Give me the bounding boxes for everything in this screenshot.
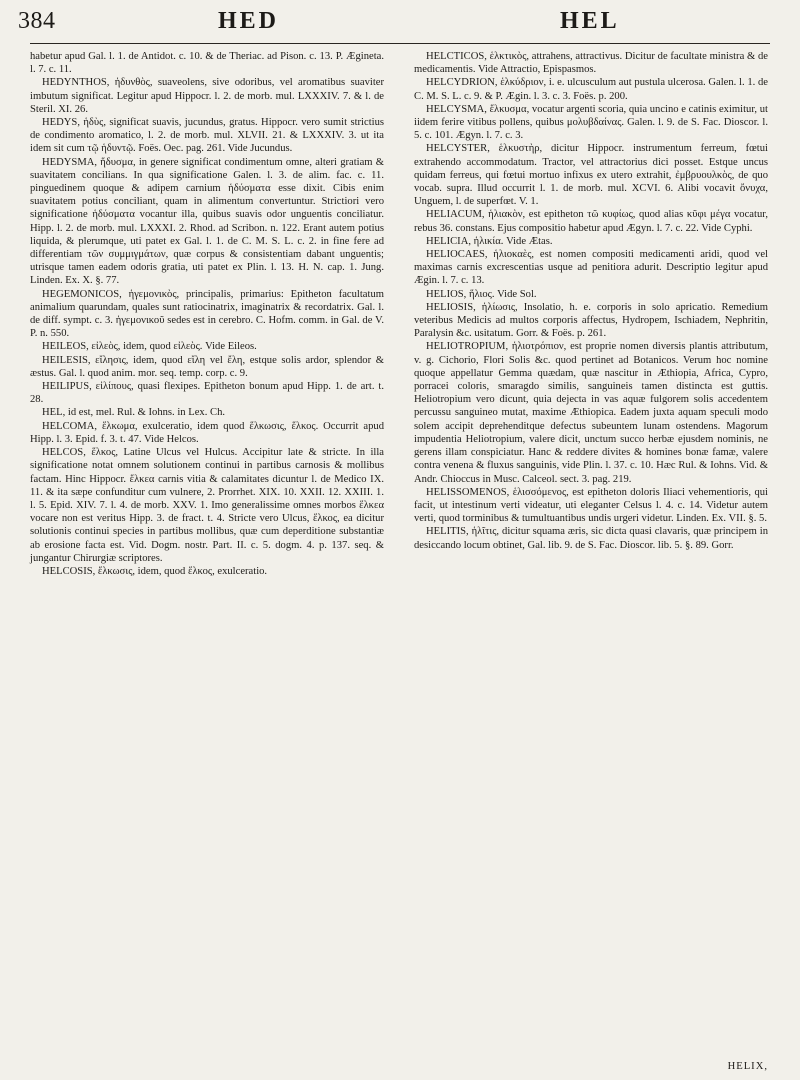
dictionary-entry: HEILEOS, εἰλεὸς, idem, quod εἰλεὸς. Vide Eileos. xyxy=(42,341,257,353)
dictionary-entry: HELCYDRION, ἑλκύδριον, i. e. ulcusculum aut pustula ulcerosa. Galen. l. 1. de C. M. S. L. c. 9. & P. Ægin. l. 3. c. 3. Foës. p. 200. xyxy=(414,77,768,102)
dictionary-entry: HELCTICOS, ἑλκτικὸς, attrahens, attractivus. Dicitur de facultate ministra & de medicamentis. Vide Attractio, Epispasmos. xyxy=(414,51,768,76)
right-column xyxy=(414,50,768,552)
dictionary-entry: HELCYSMA, ἕλκυσμα, vocatur argenti scoria, quia uncino e catinis eximitur, ut iidem ferire vitibus pollens, quibus μολυβδαίνας. Galen. l. 9. de S. Fac. Dioscor. l. 5. c. 101. Ægyn. l. 7. c. 3. xyxy=(414,103,768,142)
dictionary-entry: HELITIS, ἡλῖτις, dicitur squama æris, sic dicta quasi clavaris, quæ principem in desiccando locum obtinet, Gal. lib. 9. de S. Fac. Dioscor. lib. 5. §. 89. Gorr. xyxy=(414,526,768,551)
dictionary-entry: HELCOS, ἕλκος, Latine Ulcus vel Hulcus. Accipitur late & stricte. In illa significatione notat omnem solutionem continui in partibus carnosis & mollibus factam. Hinc Hippocr. ἕλκεα carnis vitia & calamitates dicuntur l. de Medico IX. 11. & ita sæpe confunditur cum vulnere, 2. Prorrhet. XIX. 10. XXII. 12. XXIII. 1. l. 5. Epid. XIV. 7. l. 4. de morb. XXV. 1. Imo generalissime omnes morbos ἕλκεα vocare non est veritus Hipp. 3. de fract. t. 4. Stricte vero Ulcus, ἕλκος, ea dicitur solutionis continui species in partibus mollibus, quæ cum deperditione substantiæ ab erosione facta est. Vid. Dogm. nostr. Part. II. c. 5. dogm. 4. p. 137. seq. & jungantur Chirurgiæ scriptores. xyxy=(30,447,384,564)
running-head-left: HED xyxy=(218,8,280,34)
dictionary-entry: HELIOSIS, ἡλίωσις, Insolatio, h. e. corporis in solo apricatio. Remedium veteribus Medicis ad multos corporis affectus, Hydropem, Ischiadem, Nephritin, Paralysin &c. usitatum. Gorr. & Foës. p. 261. xyxy=(414,301,768,340)
dictionary-entry: HEGEMONICOS, ἡγεμονικὸς, principalis, primarius: Epitheton facultatum animalium quarundam, quales sunt ratiocinatrix, imaginatrix & recordatrix. Gal. l. de diff. sympt. c. 3. ἡγεμονικοῦ sedes est in cerebro. C. Hofm. comm. in Gal. de V. P. n. 550. xyxy=(30,288,384,340)
dictionary-entry: HELIACUM, ἡλιακὸν, est epitheton τῶ κυφίως, quod alias κῦφι μέγα vocatur, rebus 36. constans. Ejus compositio habetur apud Ægyn. l. 7. c. 22. Vide Cyphi. xyxy=(414,209,768,234)
dictionary-entry: HEL, id est, mel. Rul. & Iohns. in Lex. Ch. xyxy=(42,407,226,419)
dictionary-entry: HEDYS, ἡδὺς, significat suavis, jucundus, gratus. Hippocr. vero sumit strictius de condimento aromatico, l. 2. de morb. mul. XLVII. 21. & LXXXIV. 3. ut ita idem sit cum τῷ ἡδυντῷ. Foës. Oec. pag. 261. Vide Jucundus. xyxy=(30,117,384,155)
page-number: 384 xyxy=(18,8,56,34)
dictionary-entry: HELCYSTER, ἑλκυστὴρ, dicitur Hippocr. instrumentum ferreum, fœtui extrahendo accommodatum. Tractor, vel attractorius dici posset. Estque uncus quidam ferreus, qui fœtui mortuo infixus ex utero extrahit, ἐμβρυουλκὸς, de quo vocab. supra. Illud occurrit l. 1. de morb. mul. XCVI. 6. Alibi vocavit ὄνυχα, Unguem, l. de superfœt. V. 1. xyxy=(414,143,768,208)
dictionary-entry: HELIOCAES, ἡλιοκαὲς, est nomen compositi medicamenti aridi, quod vel maximas carnis excrescentias usque ad penitiora adurit. Descriptio legitur apud Ægin. l. 7. c. 13. xyxy=(414,249,768,287)
dictionary-entry: HELIOTROPIUM, ἡλιοτρόπιον, est proprie nomen diversis plantis attributum, v. g. Cichorio, Flori Solis &c. quod pertinet ad Botanicos. Verum hoc nomine quoque appellatur Gemma quædam, quæ nascitur in Æthiopia, Africa, Cypro, porracei coloris, smaragdo similis, sanguineis tamen distincta est guttis. Heliotropium vero dicunt, quia dejecta in vas aquæ fulgorem solis accedentem percussu sanguineo mutat, maxime Æthiopica. Eadem juxta aquam speculi modo solem accipit deprehenditque defectus subeuntem lunam ostendens. Magorum impudentia Heliotropium, valere dicit, unctum succo herbæ ejusdem nominis, ne gerens illam conspiciatur. Hanc & reddere divites & homines bonæ famæ, valere contra venena & fluxus sanguinis, vide Plin. l. 37. c. 10. Hæc Rul. & Iohns. Vid. & Andr. Chioccus in Musc. Calceol. sect. 3. pag. 219. xyxy=(414,341,768,485)
dictionary-entry: habetur apud Gal. l. 1. de Antidot. c. 10. & de Theriac. ad Pison. c. 13. P. Ægineta. l. 7. c. 11. xyxy=(30,51,384,76)
dictionary-entry: HELISSOMENOS, ἑλισσόμενος, est epitheton doloris Iliaci vehementioris, qui facit, ut intestinum verti videatur, uti eleganter Celsus l. 4. c. 14. Videtur autem verti, quod torminibus & tumultuantibus undis urgeri videtur. Linden. Ex. VII. §. 5. xyxy=(414,486,768,525)
dictionary-entry: HEDYNTHOS, ἡδυνθὸς, suaveolens, sive odoribus, vel aromatibus suaviter imbutum significat. Legitur apud Hippocr. l. 2. de morb. mul. LXXXIV. 7. & l. de Steril. XI. 26. xyxy=(30,77,384,115)
dictionary-entry: HEDYSMA, ἥδυσμα, in genere significat condimentum omne, alteri gratiam & suavitatem concilians. In qua significatione Galen. l. 3. de alim. fac. c. 11. pinguedinem quoque & adipem carnium ἡδύσματα esse dixit. Cibis enim suavitatem potius conciliant, quam in alimentum convertuntur. Strictiori vero significatione ἡδύσματα vocantur illa, quibus suavis odor unguentis conciliatur. Hipp. l. 2. de morb. mul. LXXXI. 2. Rhod. ad Scribon. n. 122. Erant autem potius liquida, & plerumque, uti patet ex Gal. l. 1. de C. M. S. L. c. 2. in fine fere ad differentiam τῶν συμμιγμάτων, quæ corpus & consistentiam dabant unguentis; utrisque tamen eadem odoris gratia, uti patet ex Plin. l. 13. H. N. cap. 1. Jung. Linden. Ex. X. §. 77. xyxy=(30,156,384,287)
dictionary-entry: HELIOS, ἥλιος. Vide Sol. xyxy=(426,288,537,300)
header-rule xyxy=(30,43,770,44)
dictionary-entry: HEILIPUS, εἰλίπους, quasi flexipes. Epitheton bonum apud Hipp. 1. de art. t. 28. xyxy=(30,381,384,406)
catchword: HELIX, xyxy=(727,1061,768,1072)
dictionary-entry: HEILESIS, εἴλησις, idem, quod εἴλη vel ἔλη, estque solis ardor, splendor & æstus. Gal. l. quod anim. mor. seq. temp. corp. c. 9. xyxy=(30,354,384,379)
left-column xyxy=(30,50,384,578)
running-head-right: HEL xyxy=(560,8,620,34)
dictionary-entry: HELCOMA, ἕλκωμα, exulceratio, idem quod ἕλκωσις, ἕλκος. Occurrit apud Hipp. l. 3. Epid. f. 3. t. 47. Vide Helcos. xyxy=(30,420,384,445)
dictionary-entry: HELICIA, ἡλικία. Vide Ætas. xyxy=(426,235,553,247)
dictionary-entry: HELCOSIS, ἕλκωσις, idem, quod ἕλκος, exulceratio. xyxy=(42,565,268,577)
